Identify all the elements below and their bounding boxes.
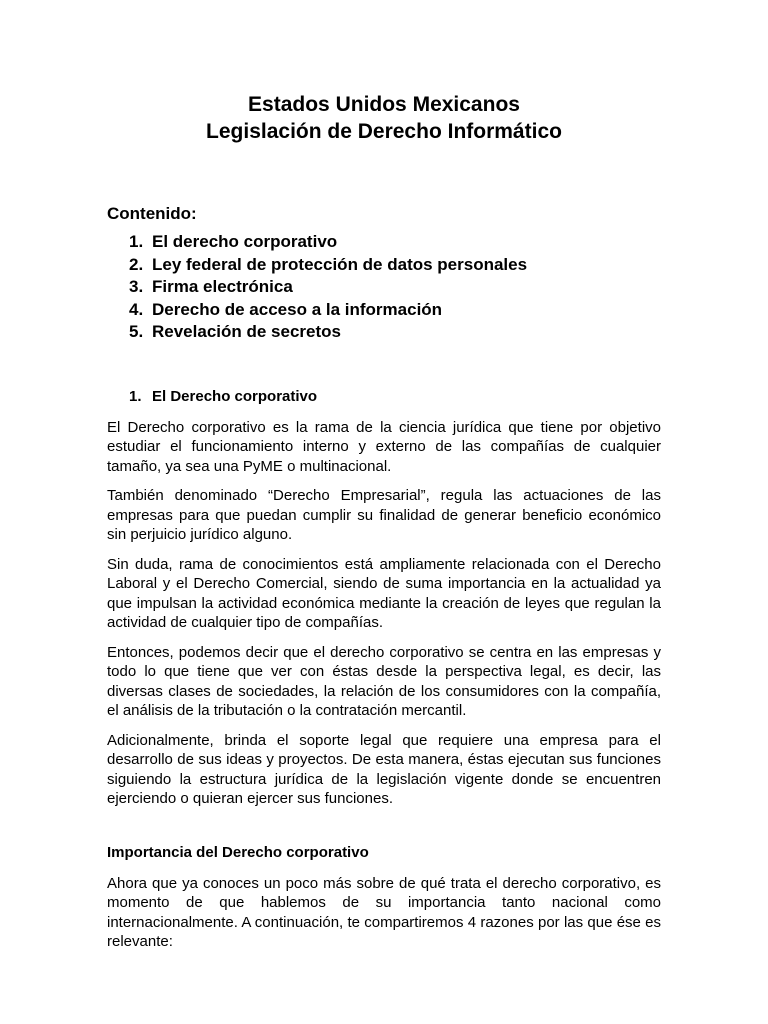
table-of-contents	[129, 231, 661, 344]
toc-item	[129, 321, 661, 344]
toc-item	[129, 276, 661, 299]
toc-item-number: 5.	[129, 322, 144, 341]
section-title: El Derecho corporativo	[152, 387, 318, 405]
toc-item	[129, 231, 661, 254]
toc-item-number: 3.	[129, 277, 144, 296]
body-paragraph: También denominado “Derecho Empresarial”, regula las actuaciones de las empresas para que puedan cumplir su finalidad de generar beneficio económico sin perjuicio jurídico alguno.	[107, 487, 661, 543]
toc-item	[129, 254, 661, 277]
toc-item-number: 1.	[129, 232, 144, 251]
section-number: 1.	[129, 387, 142, 405]
document-title	[107, 91, 661, 145]
body-paragraph: Adicionalmente, brinda el soporte legal que requiere una empresa para el desarrollo de sus ideas y proyectos. De esta manera, éstas ejecutan sus funciones siguiendo la estructura jurídica de la legislación vigente donde se encuentren ejerciendo o quieran ejercer sus funciones.	[107, 731, 661, 807]
section-1-heading	[129, 387, 661, 407]
body-paragraph: Sin duda, rama de conocimientos está ampliamente relacionada con el Derecho Laboral y el Derecho Comercial, siendo de suma importancia en la actualidad ya que impulsan la actividad económica mediante la creación de leyes que regulan la actividad de cualquier tipo de compañías.	[107, 555, 661, 631]
toc-item-number: 4.	[129, 299, 144, 319]
body-paragraph: Entonces, podemos decir que el derecho corporativo se centra en las empresas y todo lo que tiene que ver con éstas desde la perspectiva legal, es decir, las diversas clases de sociedades, la relación de los consumidores con la compañía, el análisis de la tributación o la contratación mercantil.	[107, 643, 661, 719]
toc-item-number: 2.	[129, 254, 144, 274]
toc-item-label: Firma electrónica	[152, 277, 293, 296]
title-line-1: Estados Unidos Mexicanos	[248, 93, 520, 116]
toc-item-label: Derecho de acceso a la información	[152, 299, 443, 319]
contents-label: Contenido:	[107, 204, 197, 223]
body-paragraph: El Derecho corporativo es la rama de la ciencia jurídica que tiene por objetivo estudiar el funcionamiento interno y externo de las compañías de cualquier tamaño, ya sea una PyME o multinacional.	[107, 418, 661, 475]
title-line-2: Legislación de Derecho Informático	[206, 120, 562, 143]
toc-item-label: Ley federal de protección de datos personales	[152, 254, 528, 274]
importance-heading: Importancia del Derecho corporativo	[107, 843, 369, 861]
toc-item-label: El derecho corporativo	[152, 232, 338, 251]
document-page	[107, 91, 661, 952]
toc-item-label: Revelación de secretos	[152, 322, 341, 341]
toc-item	[129, 299, 661, 322]
body-paragraph: Ahora que ya conoces un poco más sobre de qué trata el derecho corporativo, es momento de que hablemos de su importancia tanto nacional como internacionalmente. A continuación, te compartiremos 4 razones por las que ése es relevante:	[107, 874, 661, 950]
